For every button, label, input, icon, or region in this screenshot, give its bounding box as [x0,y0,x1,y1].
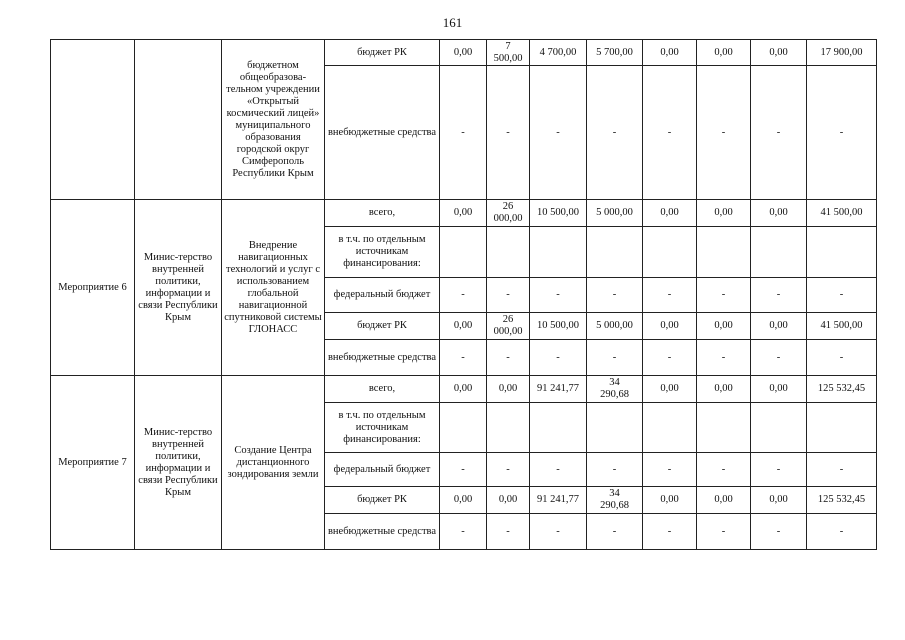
executor-cell [135,40,222,200]
funding-source: бюджет РК [325,487,440,514]
value-cell: 0,00 [440,376,487,403]
value-cell: - [697,278,751,313]
value-cell: 0,00 [487,487,530,514]
measure-label-cell: Мероприятие 7 [51,376,135,550]
value-cell [807,403,877,453]
value-cell: - [487,278,530,313]
value-cell: - [530,514,587,550]
value-cell: - [587,278,643,313]
funding-source: федеральный бюджет [325,453,440,487]
value-cell [487,227,530,278]
value-cell: 5 000,00 [587,313,643,340]
value-cell [643,403,697,453]
funding-source: всего, [325,376,440,403]
value-cell: - [751,278,807,313]
financing-table [50,39,877,550]
value-cell [697,227,751,278]
value-cell: 34 290,68 [587,487,643,514]
value-cell: 26 000,00 [487,313,530,340]
value-cell: 0,00 [751,40,807,66]
measure-label-cell [51,40,135,200]
value-cell: - [587,453,643,487]
value-cell [751,227,807,278]
value-cell: 41 500,00 [807,313,877,340]
measure-name-cell: Создание Центра дистанционного зондирования земли [222,376,325,550]
value-cell [440,403,487,453]
value-cell: 0,00 [643,200,697,227]
value-cell: - [487,453,530,487]
value-cell: - [440,514,487,550]
value-cell: 0,00 [697,313,751,340]
value-cell: 0,00 [697,487,751,514]
value-cell: 0,00 [440,40,487,66]
value-cell: - [697,514,751,550]
value-cell: - [643,514,697,550]
value-cell: 0,00 [697,200,751,227]
value-cell: - [807,453,877,487]
value-cell [587,403,643,453]
value-cell: - [643,278,697,313]
value-cell [807,227,877,278]
value-cell [530,403,587,453]
funding-source: внебюджетные средства [325,66,440,200]
value-cell: - [530,66,587,200]
value-cell [697,403,751,453]
value-cell: 125 532,45 [807,376,877,403]
value-cell: - [697,66,751,200]
value-cell: 10 500,00 [530,313,587,340]
value-cell: 0,00 [751,376,807,403]
table-row [51,200,877,227]
value-cell [643,227,697,278]
value-cell: - [807,514,877,550]
value-cell: 4 700,00 [530,40,587,66]
value-cell: 10 500,00 [530,200,587,227]
value-cell: 0,00 [440,313,487,340]
value-cell: 0,00 [487,376,530,403]
value-cell: - [440,453,487,487]
value-cell: - [440,278,487,313]
funding-source: в т.ч. по отдельным источникам финансирования: [325,227,440,278]
value-cell: 17 900,00 [807,40,877,66]
value-cell: - [440,340,487,376]
value-cell: - [643,66,697,200]
measure-name-cell: бюджетном общеобразова-тельном учреждении «Открытый космический лицей» муниципального образования городской округ Симферополь Республики Крым [222,40,325,200]
funding-source: всего, [325,200,440,227]
funding-source: федеральный бюджет [325,278,440,313]
value-cell: 91 241,77 [530,376,587,403]
value-cell [530,227,587,278]
value-cell: 5 000,00 [587,200,643,227]
value-cell: 41 500,00 [807,200,877,227]
value-cell: - [807,340,877,376]
measure-label-cell: Мероприятие 6 [51,200,135,376]
value-cell: - [643,453,697,487]
value-cell: - [751,66,807,200]
value-cell [751,403,807,453]
value-cell [440,227,487,278]
value-cell: - [751,514,807,550]
value-cell: - [487,514,530,550]
value-cell: 0,00 [697,376,751,403]
value-cell: - [751,340,807,376]
value-cell: 0,00 [751,487,807,514]
value-cell: - [587,514,643,550]
value-cell: 0,00 [440,487,487,514]
value-cell: - [643,340,697,376]
value-cell: - [487,66,530,200]
value-cell: 0,00 [643,487,697,514]
value-cell: 5 700,00 [587,40,643,66]
value-cell [487,403,530,453]
funding-source: бюджет РК [325,313,440,340]
value-cell: - [530,453,587,487]
value-cell: 0,00 [643,376,697,403]
value-cell: 0,00 [751,200,807,227]
value-cell: - [587,340,643,376]
value-cell: 125 532,45 [807,487,877,514]
value-cell: - [751,453,807,487]
value-cell: - [697,453,751,487]
funding-source: внебюджетные средства [325,340,440,376]
value-cell: - [807,278,877,313]
funding-source: в т.ч. по отдельным источникам финансирования: [325,403,440,453]
value-cell: - [440,66,487,200]
executor-cell: Минис-терство внутренней политики, информации и связи Республики Крым [135,200,222,376]
value-cell: - [530,340,587,376]
executor-cell: Минис-терство внутренней политики, информации и связи Республики Крым [135,376,222,550]
funding-source: бюджет РК [325,40,440,66]
value-cell: - [807,66,877,200]
value-cell [587,227,643,278]
value-cell: 0,00 [440,200,487,227]
value-cell: - [487,340,530,376]
value-cell: 34 290,68 [587,376,643,403]
value-cell: 7 500,00 [487,40,530,66]
value-cell: - [587,66,643,200]
funding-source: внебюджетные средства [325,514,440,550]
value-cell: 0,00 [697,40,751,66]
value-cell: 0,00 [643,40,697,66]
value-cell: - [697,340,751,376]
value-cell: - [530,278,587,313]
page-number: 161 [442,15,463,30]
value-cell: 0,00 [751,313,807,340]
table-row [51,40,877,66]
table-row [51,376,877,403]
value-cell: 0,00 [643,313,697,340]
measure-name-cell: Внедрение навигационных технологий и услуг с использованием глобальной навигационной спутниковой системы ГЛОНАСС [222,200,325,376]
value-cell: 91 241,77 [530,487,587,514]
value-cell: 26 000,00 [487,200,530,227]
